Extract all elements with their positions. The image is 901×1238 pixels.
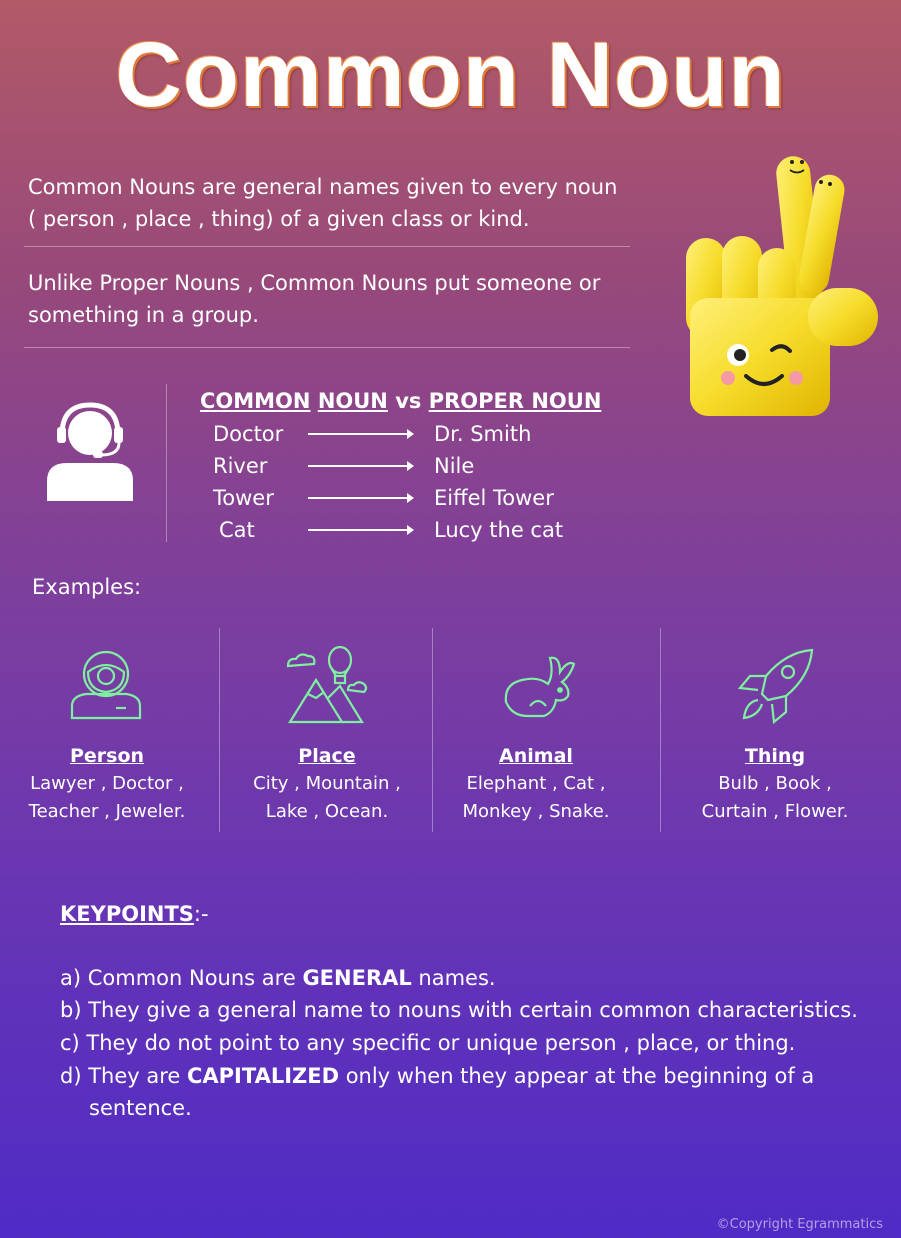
keypoint-emphasis: GENERAL [302, 966, 412, 990]
common-noun: Cat [219, 518, 255, 542]
keypoints-heading [60, 898, 209, 930]
keypoint-c: c) They do not point to any specific or unique person , place, or thing. [60, 1031, 796, 1055]
comparison-heading [200, 386, 601, 416]
keypoint-text: a) Common Nouns are [60, 966, 303, 990]
category-thing [680, 742, 870, 826]
category-examples-line: Lake , Ocean. [265, 801, 389, 822]
category-examples-line: Teacher , Jeweler. [28, 801, 186, 822]
contrast-line-1: Unlike Proper Nouns , Common Nouns put someone or [28, 271, 601, 295]
category-place [232, 742, 422, 826]
customer-support-icon [43, 397, 137, 503]
mountain-balloon-icon [284, 646, 368, 724]
contrast-line-2: something in a group. [28, 303, 259, 327]
category-examples-line: City , Mountain , [253, 773, 401, 794]
definition-line-2: ( person , place , thing) of a given class or kind. [28, 207, 530, 231]
definition-line-1: Common Nouns are general names given to every noun [28, 175, 618, 199]
rocket-icon [736, 646, 816, 726]
vertical-divider [432, 628, 433, 832]
heading-vs: vs [395, 389, 422, 413]
keypoint-text: only when they appear at the beginning of a [339, 1064, 815, 1088]
comparison-row [213, 482, 613, 514]
proper-noun: Eiffel Tower [434, 486, 554, 510]
category-examples-line: Elephant , Cat , [466, 773, 606, 794]
keypoint-text: names. [411, 966, 496, 990]
divider [24, 246, 630, 247]
category-examples-line: Lawyer , Doctor , [30, 773, 184, 794]
keypoint-d [60, 1060, 890, 1093]
comparison-row [213, 450, 613, 482]
arrow-icon [308, 497, 412, 499]
contrast-paragraph [28, 267, 648, 331]
vertical-divider [660, 628, 661, 832]
heading-noun: NOUN [317, 389, 388, 413]
category-person [14, 742, 200, 826]
vertical-divider [219, 628, 220, 832]
definition-paragraph [28, 171, 648, 235]
page-title: Common Noun [115, 24, 786, 126]
comparison-row [213, 514, 613, 546]
arrow-icon [308, 433, 412, 435]
common-noun: River [213, 454, 268, 478]
examples-label: Examples: [32, 575, 142, 599]
arrow-icon [308, 529, 412, 531]
rabbit-icon [498, 650, 578, 720]
arrow-icon [308, 465, 412, 467]
astronaut-icon [68, 648, 144, 720]
comparison-row [213, 418, 613, 450]
proper-noun: Dr. Smith [434, 422, 532, 446]
divider [24, 347, 630, 348]
vertical-divider [166, 384, 167, 542]
keypoint-d-continued: sentence. [89, 1096, 192, 1120]
category-examples-line: Bulb , Book , [718, 773, 832, 794]
heading-common: COMMON [200, 389, 311, 413]
category-heading: Animal [499, 745, 573, 767]
category-animal [446, 742, 626, 826]
category-heading: Thing [744, 745, 806, 767]
common-noun: Tower [213, 486, 274, 510]
common-noun: Doctor [213, 422, 284, 446]
keypoint-a [60, 962, 890, 995]
keypoints-label: KEYPOINTS [60, 902, 194, 926]
keypoint-emphasis: CAPITALIZED [187, 1064, 340, 1088]
category-examples-line: Curtain , Flower. [701, 801, 849, 822]
keypoint-text: d) They are [60, 1064, 187, 1088]
category-heading: Person [69, 745, 145, 767]
heading-proper-noun: PROPER NOUN [428, 389, 602, 413]
copyright-notice: ©Copyright Egrammatics [716, 1217, 883, 1232]
category-examples-line: Monkey , Snake. [462, 801, 610, 822]
crossed-fingers-hand-icon [680, 148, 885, 420]
category-heading: Place [298, 745, 356, 767]
keypoint-b: b) They give a general name to nouns with certain common characteristics. [60, 998, 858, 1022]
proper-noun: Lucy the cat [434, 518, 564, 542]
proper-noun: Nile [434, 454, 475, 478]
keypoints-suffix: :- [193, 902, 209, 926]
